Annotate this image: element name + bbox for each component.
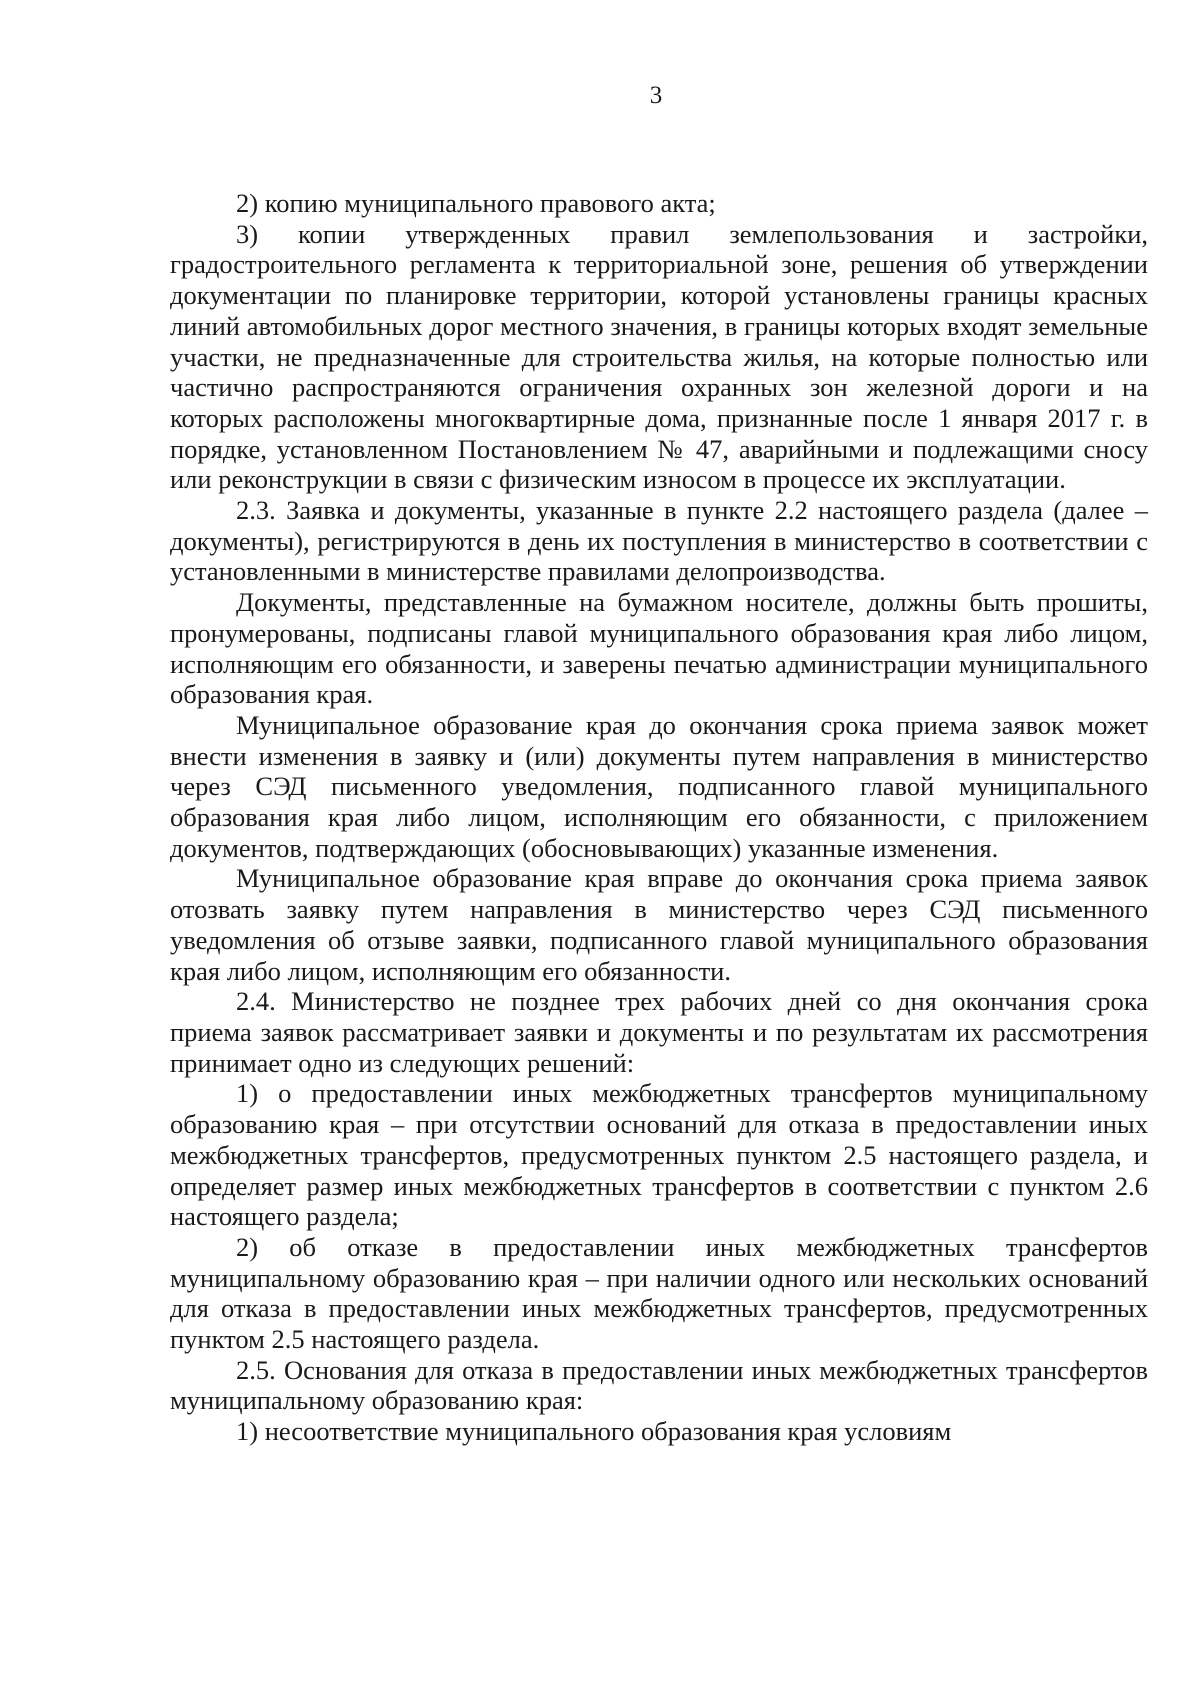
paragraph-documents-paper: Документы, представленные на бумажном носителе, должны быть прошиты, пронумерованы, подписаны главой муниципального образования края либо лицом, исполняющим его обязанности, и заверены печатью администрации муниципального образования края. [170, 587, 1148, 710]
document-body [170, 188, 1148, 1447]
paragraph-ground-1: 1) несоответствие муниципального образования края условиям [236, 1416, 952, 1447]
paragraph-item-2: 2) копию муниципального правового акта; [236, 188, 716, 218]
paragraph-clause-2-3: 2.3. Заявка и документы, указанные в пункте 2.2 настоящего раздела (далее – документы), регистрируются в день их поступления в министерство в соответствии с установленными в министерстве правилами делопроизводства. [170, 495, 1148, 587]
paragraph-changes: Муниципальное образование края до окончания срока приема заявок может внести изменения в заявку и (или) документы путем направления в министерство через СЭД письменного уведомления, подписанного главой муниципального образования края либо лицом, исполняющим его обязанности, с приложением документов, подтверждающих (обосновывающих) указанные изменения. [170, 709, 1148, 863]
paragraph-decision-1: 1) о предоставлении иных межбюджетных трансфертов муниципальному образованию края – при отсутствии оснований для отказа в предоставлении иных межбюджетных трансфертов, предусмотренных пунктом 2.5 настоящего раздела, и определяет размер иных межбюджетных трансфертов в соответствии с пунктом 2.6 настоящего раздела; [170, 1078, 1148, 1232]
paragraph-item-3: 3) копии утвержденных правил землепользования и застройки, градостроительного регламента к территориальной зоне, решения об утверждении документации по планировке территории, которой установлены границы красных линий автомобильных дорог местного значения, в границы которых входят земельные участки, не предназначенные для строительства жилья, на которые полностью или частично распространяются ограничения охранных зон железной дороги и на которых расположены многоквартирные дома, признанные после 1 января 2017 г. в порядке, установленном Постановлением № 47, аварийными и подлежащими сносу или реконструкции в связи с физическим износом в процессе их эксплуатации. [170, 218, 1148, 495]
paragraph-clause-2-5: 2.5. Основания для отказа в предоставлении иных межбюджетных трансфертов муниципальному образованию края: [170, 1354, 1148, 1416]
page-number: 3 [649, 82, 663, 109]
paragraph-withdrawal: Муниципальное образование края вправе до окончания срока приема заявок отозвать заявку путем направления в министерство через СЭД письменного уведомления об отзыве заявки, подписанного главой муниципального образования края либо лицом, исполняющим его обязанности. [170, 863, 1148, 986]
paragraph-decision-2: 2) об отказе в предоставлении иных межбюджетных трансфертов муниципальному образованию края – при наличии одного или нескольких оснований для отказа в предоставлении иных межбюджетных трансфертов, предусмотренных пунктом 2.5 настоящего раздела. [170, 1231, 1148, 1355]
paragraph-clause-2-4: 2.4. Министерство не позднее трех рабочих дней со дня окончания срока приема заявок рассматривает заявки и документы и по результатам их рассмотрения принимает одно из следующих решений: [170, 986, 1148, 1078]
